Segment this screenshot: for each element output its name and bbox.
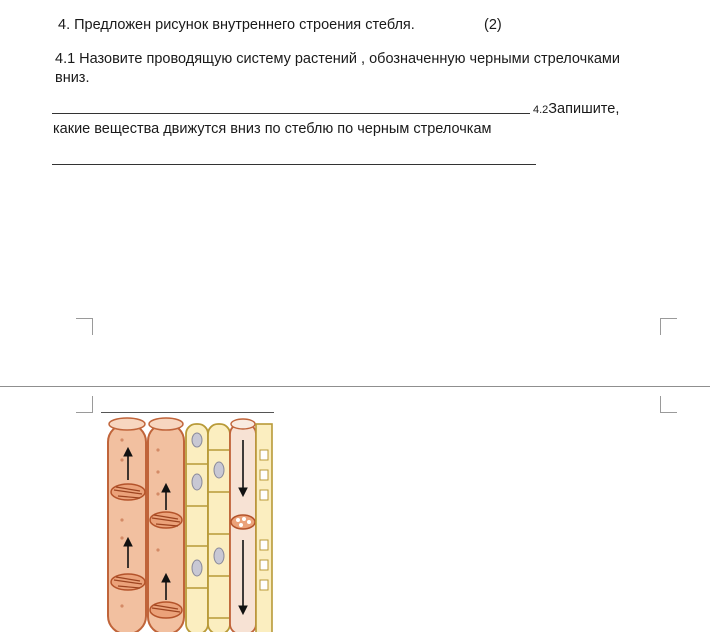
question-4-2-number: 4.2: [533, 104, 549, 116]
answer-blank-4-2[interactable]: [52, 164, 536, 165]
question-4-1-line-1: 4.1 Назовите проводящую систему растений , обозначенную черными стрелочками: [55, 51, 620, 67]
stem-cross-section-illustration: [104, 410, 276, 632]
question-4-2-start: [533, 101, 619, 117]
companion-cells: [256, 424, 272, 632]
question-title-text: 4. Предложен рисунок внутреннего строения стебля.: [58, 17, 415, 33]
crop-mark-bottom-left: [76, 396, 93, 413]
question-4-2-line-2: какие вещества движутся вниз по стеблю по черным стрелочкам: [53, 121, 492, 137]
question-points: [484, 17, 502, 33]
crop-mark-bottom-right: [660, 396, 677, 413]
cambium-columns: [186, 424, 230, 632]
page-break-line: [0, 386, 710, 387]
points-text: (2): [484, 17, 502, 33]
crop-mark-top-right: [660, 318, 677, 335]
question-title: [58, 17, 415, 33]
crop-mark-top-left: [76, 318, 93, 335]
question-4-1-line-2: вниз.: [55, 70, 90, 86]
question-4-2-word: Запишите,: [548, 101, 620, 117]
answer-blank-4-1[interactable]: [52, 113, 530, 114]
